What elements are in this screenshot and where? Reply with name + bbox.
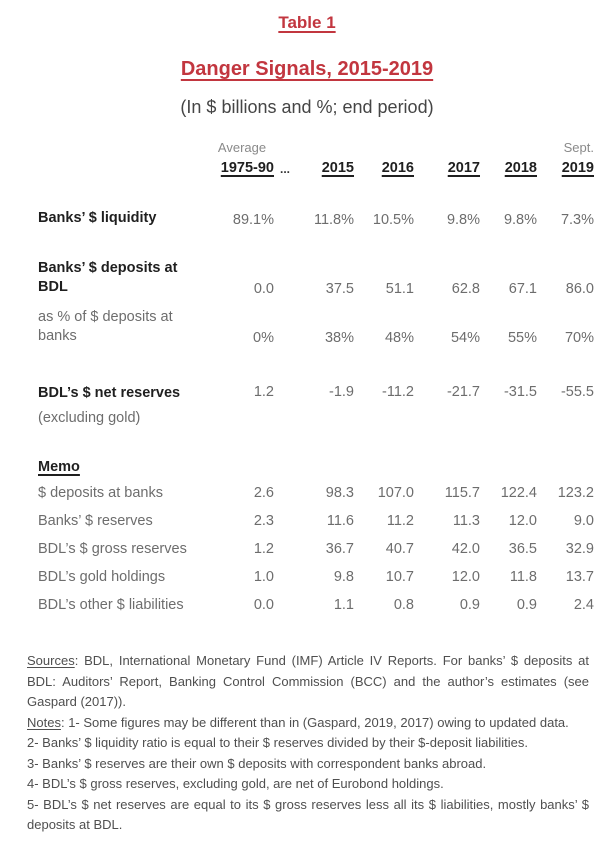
value-cell: 9.8% bbox=[446, 212, 480, 228]
header-year-2016: 2016 bbox=[381, 160, 414, 176]
title-block bbox=[0, 13, 614, 118]
value-cell: 7.3% bbox=[560, 212, 594, 228]
row-net-reserves bbox=[38, 384, 594, 426]
value-cell: 11.8% bbox=[313, 212, 354, 228]
row-banks-liquidity bbox=[38, 209, 594, 228]
value-cell: 38% bbox=[324, 330, 354, 346]
row-label: BDL’s $ gross reserves bbox=[38, 541, 187, 557]
value-cell: 0% bbox=[253, 330, 274, 346]
value-cell: 9.8 bbox=[333, 569, 354, 585]
value-cell: -55.5 bbox=[560, 384, 594, 400]
memo-section bbox=[38, 459, 594, 615]
value-cell: 36.7 bbox=[325, 541, 354, 557]
value-cell: 42.0 bbox=[451, 541, 480, 557]
value-cell: 1.2 bbox=[253, 541, 274, 557]
note-5: 5- BDL’s $ net reserves are equal to its $ gross reserves less all its $ liabilities, mostly banks’ $ deposits at BDL. bbox=[27, 796, 589, 832]
value-cell: 32.9 bbox=[565, 541, 594, 557]
value-cell: 48% bbox=[384, 330, 414, 346]
value-cell: 9.8% bbox=[503, 212, 537, 228]
value-cell: 11.3 bbox=[452, 513, 480, 529]
value-cell: 122.4 bbox=[500, 485, 537, 501]
value-cell: 11.2 bbox=[386, 513, 414, 529]
memo-row-bdl-gold bbox=[38, 568, 594, 587]
value-cell: 1.1 bbox=[333, 597, 354, 613]
note-4: 4- BDL’s $ gross reserves, excluding gold, are net of Eurobond holdings. bbox=[27, 776, 444, 791]
value-cell: 10.7 bbox=[385, 569, 414, 585]
value-cell: 10.5% bbox=[372, 212, 414, 228]
memo-heading: Memo bbox=[38, 459, 80, 475]
value-cell: 0.9 bbox=[459, 597, 480, 613]
value-cell: 0.0 bbox=[253, 597, 274, 613]
value-cell: 2.6 bbox=[253, 485, 274, 501]
memo-row-banks-reserves bbox=[38, 512, 594, 531]
table-number: Table 1 bbox=[278, 13, 336, 32]
value-cell: 70% bbox=[564, 330, 594, 346]
row-label: BDL’s gold holdings bbox=[38, 569, 166, 585]
header-dots: ... bbox=[279, 162, 290, 176]
table-title: Danger Signals, 2015-2019 bbox=[180, 58, 434, 80]
row-label: BDL’s other $ liabilities bbox=[38, 597, 184, 613]
value-cell: 0.9 bbox=[516, 597, 537, 613]
header-year-2015: 2015 bbox=[321, 160, 354, 176]
value-cell: -1.9 bbox=[329, 384, 354, 400]
value-cell: 67.1 bbox=[508, 281, 537, 297]
value-cell: -21.7 bbox=[446, 384, 480, 400]
value-cell: 2.3 bbox=[253, 513, 274, 529]
header-sept-label: Sept. bbox=[563, 140, 594, 155]
table-caption: (In $ billions and %; end period) bbox=[180, 97, 434, 117]
header-year-2019: 2019 bbox=[561, 160, 594, 176]
value-cell: 9.0 bbox=[573, 513, 594, 529]
header-row-years bbox=[38, 160, 594, 176]
row-sublabel: (excluding gold) bbox=[38, 410, 141, 426]
value-cell: 36.5 bbox=[508, 541, 537, 557]
value-cell: -31.5 bbox=[503, 384, 537, 400]
value-cell: 0.8 bbox=[393, 597, 414, 613]
value-cell: 107.0 bbox=[377, 485, 414, 501]
notes-note: Notes: 1- Some figures may be different than in (Gaspard, 2019, 2017) owing to updated data. bbox=[27, 714, 569, 730]
header-average-label: Average bbox=[217, 140, 267, 155]
header-year-2018: 2018 bbox=[504, 160, 537, 176]
value-cell: 98.3 bbox=[325, 485, 354, 501]
value-cell: 37.5 bbox=[325, 281, 354, 297]
value-cell: 11.8 bbox=[509, 569, 537, 585]
value-cell: -11.2 bbox=[382, 384, 414, 400]
row-label: Banks’ $ liquidity bbox=[38, 210, 157, 226]
note-2: 2- Banks’ $ liquidity ratio is equal to their $ reserves divided by their $-deposit liabilities. bbox=[27, 735, 528, 750]
header-avg-period: 1975-90 bbox=[220, 160, 274, 176]
footnotes bbox=[27, 651, 589, 836]
header-row-small bbox=[38, 140, 594, 155]
value-cell: 86.0 bbox=[565, 281, 594, 297]
row-label: Banks’ $ reserves bbox=[38, 513, 153, 529]
value-cell: 1.0 bbox=[253, 569, 274, 585]
value-cell: 115.7 bbox=[444, 485, 480, 501]
memo-row-bdl-gross-reserves bbox=[38, 540, 594, 559]
value-cell: 11.6 bbox=[326, 513, 354, 529]
row-pct-of-deposits bbox=[38, 308, 594, 346]
notes-label: Notes bbox=[27, 714, 61, 730]
value-cell: 0.0 bbox=[253, 281, 274, 297]
row-deposits-at-bdl bbox=[38, 259, 594, 297]
value-cell: 55% bbox=[507, 330, 537, 346]
row-label: BDL’s $ net reserves (excluding gold) bbox=[38, 384, 210, 426]
value-cell: 2.4 bbox=[573, 597, 594, 613]
note-3: 3- Banks’ $ reserves are their own $ deposits with correspondent banks abroad. bbox=[27, 755, 487, 771]
value-cell: 12.0 bbox=[508, 513, 537, 529]
row-label: $ deposits at banks bbox=[38, 485, 163, 501]
header-year-2017: 2017 bbox=[447, 160, 480, 176]
value-cell: 12.0 bbox=[451, 569, 480, 585]
memo-row-deposits-banks bbox=[38, 484, 594, 503]
value-cell: 89.1% bbox=[232, 212, 274, 228]
value-cell: 1.2 bbox=[253, 384, 274, 400]
value-cell: 13.7 bbox=[565, 569, 594, 585]
value-cell: 51.1 bbox=[385, 281, 414, 297]
value-cell: 40.7 bbox=[385, 541, 414, 557]
value-cell: 62.8 bbox=[451, 281, 480, 297]
memo-row-bdl-other-liabilities bbox=[38, 596, 594, 615]
row-label: Banks’ $ deposits at BDL bbox=[38, 260, 178, 295]
sources-note: Sources: BDL, International Monetary Fund (IMF) Article IV Reports. For banks’ $ deposits at BDL: Auditors’ Report, Banking Control Commission (BCC) and the author’s estimates (see Gaspard (2017)). bbox=[27, 653, 589, 709]
data-table bbox=[38, 140, 594, 615]
sources-label: Sources bbox=[27, 653, 75, 668]
row-label: as % of $ deposits at banks bbox=[38, 309, 173, 344]
value-cell: 54% bbox=[450, 330, 480, 346]
value-cell: 123.2 bbox=[557, 485, 594, 501]
